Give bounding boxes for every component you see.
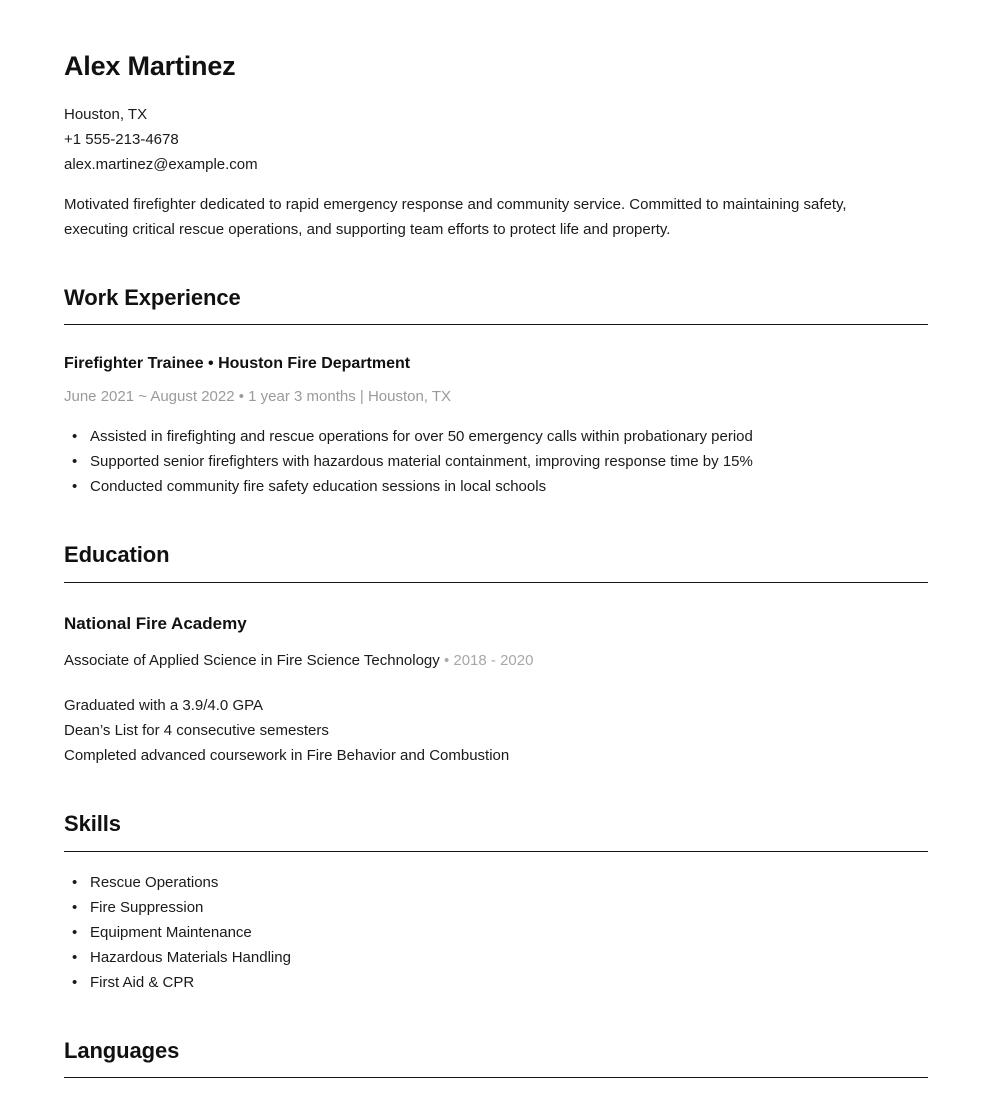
- skill-item: • Rescue Operations: [64, 870, 928, 895]
- candidate-name: Alex Martinez: [64, 51, 236, 81]
- skill-item: • Equipment Maintenance: [64, 920, 928, 945]
- resume-header: [64, 50, 928, 242]
- section-title-skills: Skills: [64, 810, 121, 836]
- education-detail: Graduated with a 3.9/4.0 GPA: [64, 696, 264, 714]
- experience-bullet: • Conducted community fire safety education sessions in local schools: [64, 474, 928, 499]
- professional-summary: Motivated firefighter dedicated to rapid emergency response and community service. Committed to maintaining safety, executing critical rescue operations, and supporting team efforts to protect life and property.: [64, 195, 847, 238]
- education-dates: • 2018 - 2020: [443, 651, 534, 669]
- education-details: [64, 693, 928, 768]
- experience-bullet: • Assisted in firefighting and rescue operations for over 50 emergency calls within probationary period: [64, 424, 928, 449]
- experience-bullet-list: [64, 424, 928, 499]
- section-title-education: Education: [64, 542, 170, 568]
- contact-email: alex.martinez@example.com: [64, 155, 258, 173]
- section-divider: [64, 851, 928, 852]
- contact-phone: +1 555-213-4678: [64, 130, 179, 148]
- resume-document: [64, 0, 928, 1078]
- experience-meta: June 2021 ~ August 2022 • 1 year 3 months | Houston, TX: [64, 387, 452, 405]
- education-detail: Dean’s List for 4 consecutive semesters: [64, 721, 329, 739]
- education-detail: Completed advanced coursework in Fire Behavior and Combustion: [64, 746, 510, 764]
- education-degree-line: [64, 649, 928, 673]
- section-divider: [64, 582, 928, 583]
- skill-list: [64, 870, 928, 995]
- skill-item: • Hazardous Materials Handling: [64, 945, 928, 970]
- section-title-languages: Languages: [64, 1037, 180, 1063]
- education-degree: Associate of Applied Science in Fire Science Technology: [64, 651, 440, 669]
- section-work-experience: [64, 284, 928, 500]
- contact-location: Houston, TX: [64, 105, 148, 123]
- experience-entry: [64, 353, 928, 499]
- education-school: National Fire Academy: [64, 614, 247, 634]
- section-education: [64, 541, 928, 768]
- section-divider: [64, 324, 928, 325]
- experience-title: Firefighter Trainee • Houston Fire Department: [64, 355, 411, 373]
- section-divider: [64, 1077, 928, 1078]
- section-title-work-experience: Work Experience: [64, 284, 241, 310]
- section-languages: [64, 1037, 928, 1079]
- experience-bullet: • Supported senior firefighters with hazardous material containment, improving response time by 15%: [64, 449, 928, 474]
- skill-item: • First Aid & CPR: [64, 970, 928, 995]
- skill-item: • Fire Suppression: [64, 895, 928, 920]
- section-skills: [64, 810, 928, 995]
